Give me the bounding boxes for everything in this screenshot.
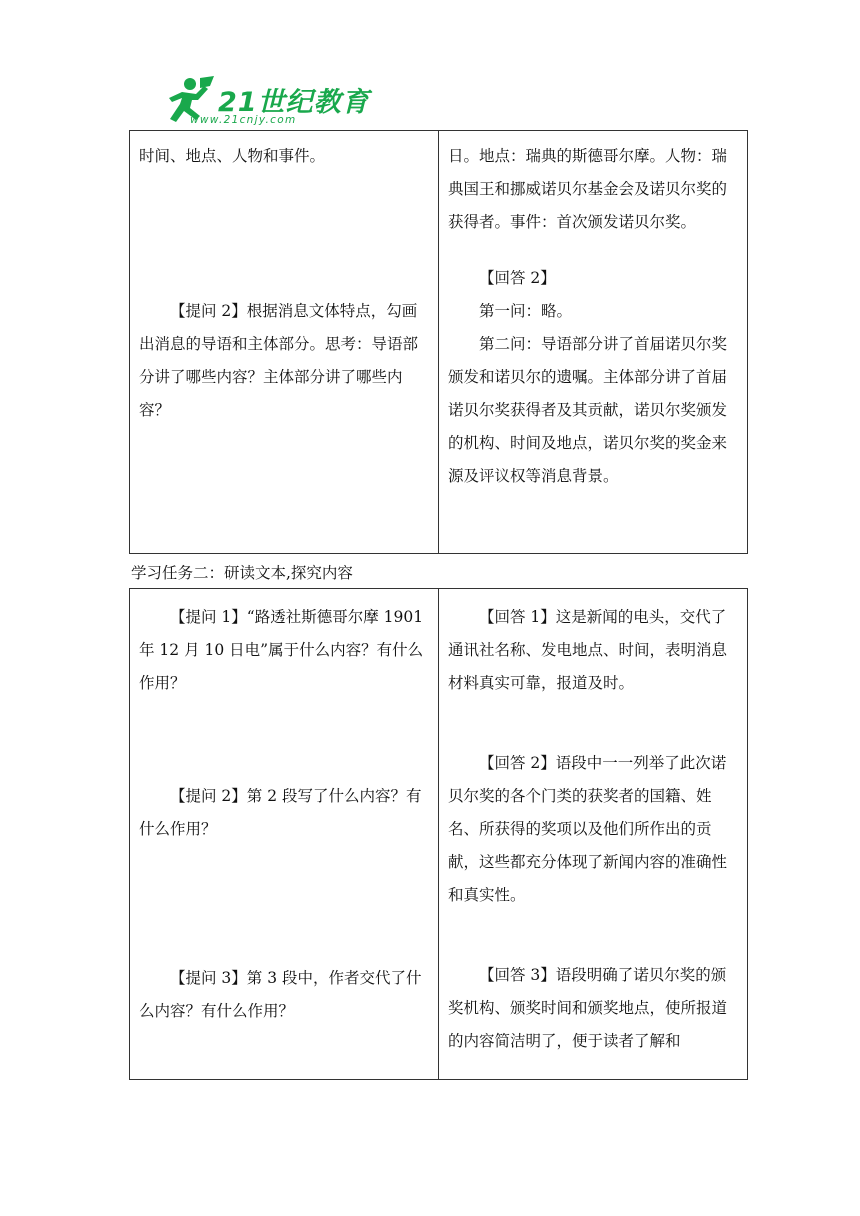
question-cell <box>130 589 439 1080</box>
logo-text: 21世纪教育 <box>218 87 370 118</box>
logo-url: www.21cnjy.com <box>190 114 297 126</box>
question-text: 时间、地点、人物和事件。 <box>139 147 326 165</box>
answer-title: 【回答 2】 <box>479 269 556 287</box>
answer-cell <box>439 131 748 554</box>
qa-table-1 <box>129 130 748 554</box>
question-text: 【提问 1】“路透社斯德哥尔摩 1901 年 12 月 10 日电”属于什么内容？有什么作用？ <box>139 608 424 692</box>
question-text: 【提问 2】根据消息文体特点，勾画出消息的导语和主体部分。思考：导语部分讲了哪些内容？主体部分讲了哪些内容？ <box>139 302 419 419</box>
section-heading: 学习任务二：研读文本,探究内容 <box>131 564 353 582</box>
question-text: 【提问 2】第 2 段写了什么内容？有什么作用？ <box>139 787 422 838</box>
answer-text: 【回答 1】这是新闻的电头，交代了通讯社名称、发电地点、时间，表明消息材料真实可靠，报道及时。 <box>448 608 728 692</box>
table-row <box>130 589 748 1080</box>
table-row <box>130 131 748 554</box>
logo <box>160 76 370 128</box>
answer-text: 第一问：略。 <box>479 302 573 320</box>
question-cell <box>130 131 439 554</box>
answer-text: 日。地点：瑞典的斯德哥尔摩。人物：瑞典国王和挪威诺贝尔基金会及诺贝尔奖的获得者。事件：首次颁发诺贝尔奖。 <box>448 147 728 231</box>
question-text: 【提问 3】第 3 段中，作者交代了什么内容？有什么作用？ <box>139 969 422 1020</box>
qa-table-2 <box>129 588 748 1080</box>
answer-text: 第二问：导语部分讲了首届诺贝尔奖颁发和诺贝尔的遗嘱。主体部分讲了首届诺贝尔奖获得者及其贡献，诺贝尔奖颁发的机构、时间及地点，诺贝尔奖的奖金来源及评议权等消息背景。 <box>448 335 728 485</box>
answer-text: 【回答 3】语段明确了诺贝尔奖的颁奖机构、颁奖时间和颁奖地点，使所报道的内容简洁明了，便于读者了解和 <box>448 966 728 1050</box>
answer-cell <box>439 589 748 1080</box>
answer-text: 【回答 2】语段中一一列举了此次诺贝尔奖的各个门类的获奖者的国籍、姓名、所获得的奖项以及他们所作出的贡献，这些都充分体现了新闻内容的准确性和真实性。 <box>448 754 728 904</box>
